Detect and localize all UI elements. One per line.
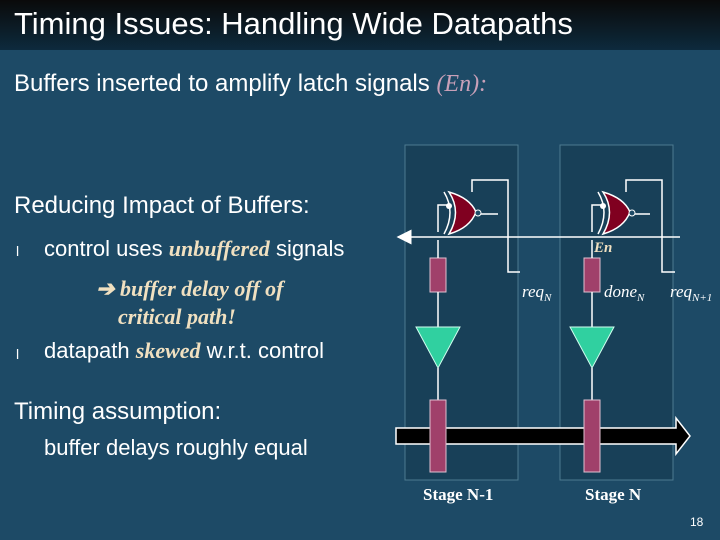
bullet-2-emphasis: skewed [135, 338, 201, 363]
bullet-2-post: w.r.t. control [206, 338, 325, 363]
stage-n-label: Stage N [585, 485, 642, 504]
bullet-2-text [44, 338, 324, 364]
req-n-label: req$_N$ [522, 282, 552, 304]
bullet-1-pre: control uses [44, 236, 163, 261]
section-timing-assumption: Timing assumption: [14, 398, 222, 425]
bullet-2-marker: l [16, 346, 20, 362]
bullet-1-post: signals [275, 236, 345, 261]
section-reducing-impact: Reducing Impact of Buffers: [14, 192, 310, 219]
note-line-1 [96, 276, 283, 302]
req-n1-label: req$_{N+1}$ [670, 282, 713, 304]
datapath-latch-n-1 [430, 400, 446, 472]
stage-n-1-label: Stage N-1 [423, 485, 494, 504]
done-n-label: done$_N$ [604, 282, 645, 304]
slide-title: Timing Issues: Handling Wide Datapaths [14, 6, 573, 41]
en-label: En [594, 240, 613, 256]
page-number: 18 [690, 515, 704, 529]
bullet-2-pre: datapath [44, 338, 130, 363]
timing-assumption-text: buffer delays roughly equal [44, 435, 308, 460]
subtitle-en: (En): [436, 71, 488, 97]
control-latch-n [584, 258, 600, 292]
bullet-1-text [44, 236, 344, 262]
bullet-1-emphasis: unbuffered [168, 236, 270, 261]
control-latch-n-1 [430, 258, 446, 292]
subtitle-main: Buffers inserted to amplify latch signals [14, 70, 430, 97]
note-line-1-text: buffer delay off of [119, 276, 284, 301]
bullet-1-marker: l [16, 243, 20, 259]
note-line-2: critical path! [118, 304, 236, 329]
datapath-latch-n [584, 400, 600, 472]
note-arrow-icon: ➔ [96, 276, 115, 301]
